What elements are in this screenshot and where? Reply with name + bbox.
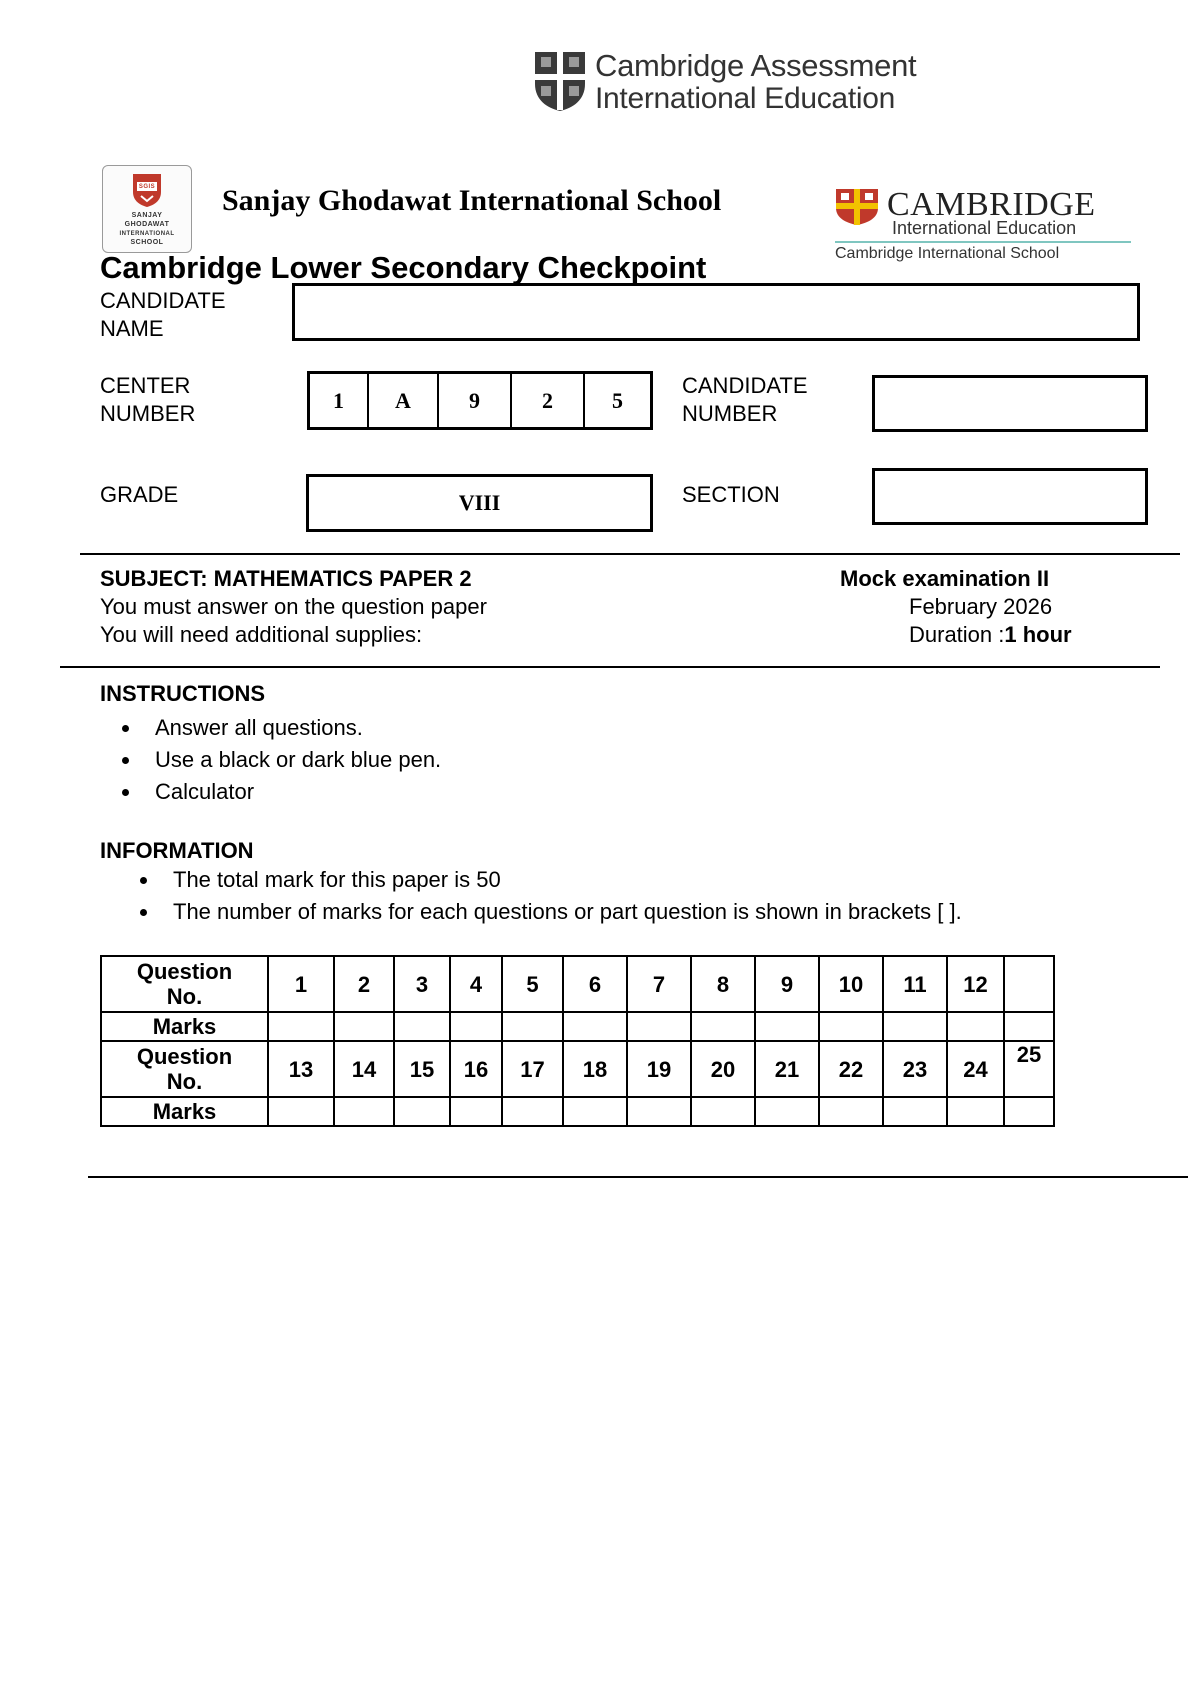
label-line: CENTER <box>100 373 191 398</box>
question-number: 21 <box>755 1041 819 1097</box>
header-line: Question <box>136 1044 233 1069</box>
duration-value: 1 hour <box>1004 622 1072 647</box>
school-logo-line: SCHOOL <box>130 239 164 246</box>
marks-cell[interactable] <box>755 1012 819 1041</box>
marks-header: Marks <box>101 1097 268 1126</box>
marks-cell[interactable] <box>502 1097 563 1126</box>
list-item <box>155 712 441 744</box>
marks-cell[interactable] <box>450 1097 502 1126</box>
question-number: 11 <box>883 956 947 1012</box>
exam-name: Mock examination II <box>840 566 1050 591</box>
marks-cell[interactable] <box>755 1097 819 1126</box>
information-text: The total mark for this paper is 50 <box>173 867 501 892</box>
marks-cell[interactable] <box>268 1097 334 1126</box>
duration-prefix: Duration : <box>909 622 1005 647</box>
question-number: 14 <box>334 1041 394 1097</box>
bullet-icon <box>122 725 129 732</box>
center-digit: 9 <box>437 374 510 427</box>
information-heading: INFORMATION <box>100 838 254 863</box>
marks-cell[interactable] <box>563 1097 627 1126</box>
question-number: 15 <box>394 1041 450 1097</box>
label-line: CANDIDATE <box>100 288 226 313</box>
list-item <box>173 864 962 896</box>
question-number: 20 <box>691 1041 755 1097</box>
marks-cell[interactable] <box>627 1097 691 1126</box>
header-line: No. <box>166 984 203 1009</box>
list-item <box>155 744 441 776</box>
marks-table <box>100 955 1055 1127</box>
grade-field[interactable]: VIII <box>306 474 653 532</box>
question-no-header <box>101 956 268 1012</box>
cambridge-international-logo <box>835 186 1135 266</box>
marks-cell[interactable] <box>394 1012 450 1041</box>
cambridge-assessment-logo <box>533 48 917 118</box>
question-number: 18 <box>563 1041 627 1097</box>
table-row <box>101 1097 1054 1126</box>
instruction-text: Calculator <box>155 779 255 804</box>
marks-cell[interactable] <box>334 1097 394 1126</box>
table-row <box>101 1012 1054 1041</box>
marks-cell[interactable] <box>883 1097 947 1126</box>
header-line: No. <box>166 1069 203 1094</box>
question-number: 7 <box>627 956 691 1012</box>
label-line: NAME <box>100 316 164 341</box>
divider <box>60 666 1160 668</box>
question-number: 3 <box>394 956 450 1012</box>
candidate-name-label <box>100 287 226 343</box>
marks-cell[interactable] <box>394 1097 450 1126</box>
marks-cell[interactable] <box>691 1012 755 1041</box>
instruction-text: Answer all questions. <box>155 715 363 740</box>
information-text: The number of marks for each questions or part question is shown in brackets [ ]. <box>173 899 962 924</box>
center-number-label <box>100 372 195 428</box>
section-field[interactable] <box>872 468 1148 525</box>
question-no-header <box>101 1041 268 1097</box>
candidate-name-field[interactable] <box>292 283 1140 341</box>
marks-cell[interactable] <box>819 1097 883 1126</box>
section-label: SECTION <box>682 482 780 507</box>
center-number-grid <box>307 371 653 430</box>
question-number: 16 <box>450 1041 502 1097</box>
question-number: 9 <box>755 956 819 1012</box>
marks-cell[interactable] <box>334 1012 394 1041</box>
question-number: 25 <box>1004 1041 1054 1097</box>
marks-cell[interactable] <box>627 1012 691 1041</box>
bullet-icon <box>122 789 129 796</box>
question-number <box>1004 956 1054 1012</box>
table-row <box>101 1041 1054 1097</box>
instructions-list <box>155 712 441 808</box>
question-number: 22 <box>819 1041 883 1097</box>
assessment-logo-line1: Cambridge Assessment <box>595 48 917 83</box>
question-number: 23 <box>883 1041 947 1097</box>
marks-cell[interactable] <box>502 1012 563 1041</box>
header-line: Question <box>136 959 233 984</box>
supplies-note: You will need additional supplies: <box>100 622 423 647</box>
school-logo-line: GHODAWAT <box>124 221 170 228</box>
answer-note: You must answer on the question paper <box>100 594 487 619</box>
school-logo-line: SANJAY <box>131 212 163 219</box>
exam-duration <box>909 622 1072 648</box>
marks-cell[interactable] <box>268 1012 334 1041</box>
instructions-heading: INSTRUCTIONS <box>100 681 265 706</box>
list-item <box>155 776 441 808</box>
marks-cell[interactable] <box>947 1097 1004 1126</box>
school-name: Sanjay Ghodawat International School <box>222 184 722 217</box>
exam-date: February 2026 <box>909 594 1053 619</box>
cambridge-school-label: Cambridge International School <box>835 245 1060 262</box>
center-digit: 5 <box>583 374 650 427</box>
grade-label: GRADE <box>100 482 179 507</box>
center-digit: A <box>367 374 437 427</box>
question-number: 6 <box>563 956 627 1012</box>
cambridge-red-shield-icon <box>835 188 879 226</box>
instruction-text: Use a black or dark blue pen. <box>155 747 442 772</box>
list-item <box>173 896 962 928</box>
label-line: CANDIDATE <box>682 373 808 398</box>
subject-title: SUBJECT: MATHEMATICS PAPER 2 <box>100 566 472 591</box>
divider <box>80 553 1180 555</box>
question-number: 12 <box>947 956 1004 1012</box>
table-row <box>101 956 1054 1012</box>
divider <box>88 1176 1188 1178</box>
marks-cell[interactable] <box>819 1012 883 1041</box>
question-number: 2 <box>334 956 394 1012</box>
information-list <box>173 864 962 928</box>
marks-cell[interactable] <box>947 1012 1004 1041</box>
question-number: 1 <box>268 956 334 1012</box>
school-logo <box>102 165 192 253</box>
cambridge-shield-icon <box>533 50 587 112</box>
question-number: 19 <box>627 1041 691 1097</box>
question-number: 8 <box>691 956 755 1012</box>
exam-title: Cambridge Lower Secondary Checkpoint <box>100 250 707 285</box>
candidate-number-field[interactable] <box>872 375 1148 432</box>
question-number: 24 <box>947 1041 1004 1097</box>
label-line: NUMBER <box>100 401 196 426</box>
bullet-icon <box>140 877 147 884</box>
marks-cell[interactable] <box>691 1097 755 1126</box>
logo-divider <box>835 241 1131 243</box>
question-number: 4 <box>450 956 502 1012</box>
marks-cell[interactable] <box>883 1012 947 1041</box>
center-digit: 1 <box>333 387 344 413</box>
marks-cell[interactable] <box>1004 1097 1054 1126</box>
cambridge-subtitle: International Education <box>892 218 1077 238</box>
marks-cell[interactable] <box>450 1012 502 1041</box>
assessment-logo-line2: International Education <box>595 82 895 115</box>
marks-cell[interactable] <box>1004 1012 1054 1041</box>
label-line: NUMBER <box>682 401 778 426</box>
bullet-icon <box>140 909 147 916</box>
center-digit: 2 <box>510 374 583 427</box>
bullet-icon <box>122 757 129 764</box>
candidate-number-label <box>682 372 808 428</box>
question-number: 17 <box>502 1041 563 1097</box>
question-number: 13 <box>268 1041 334 1097</box>
marks-header: Marks <box>101 1012 268 1041</box>
school-badge-text: SGIS <box>138 184 156 190</box>
school-logo-line: INTERNATIONAL <box>119 231 175 237</box>
marks-cell[interactable] <box>563 1012 627 1041</box>
question-number: 5 <box>502 956 563 1012</box>
cambridge-wordmark: CAMBRIDGE <box>887 186 1096 223</box>
question-number: 10 <box>819 956 883 1012</box>
